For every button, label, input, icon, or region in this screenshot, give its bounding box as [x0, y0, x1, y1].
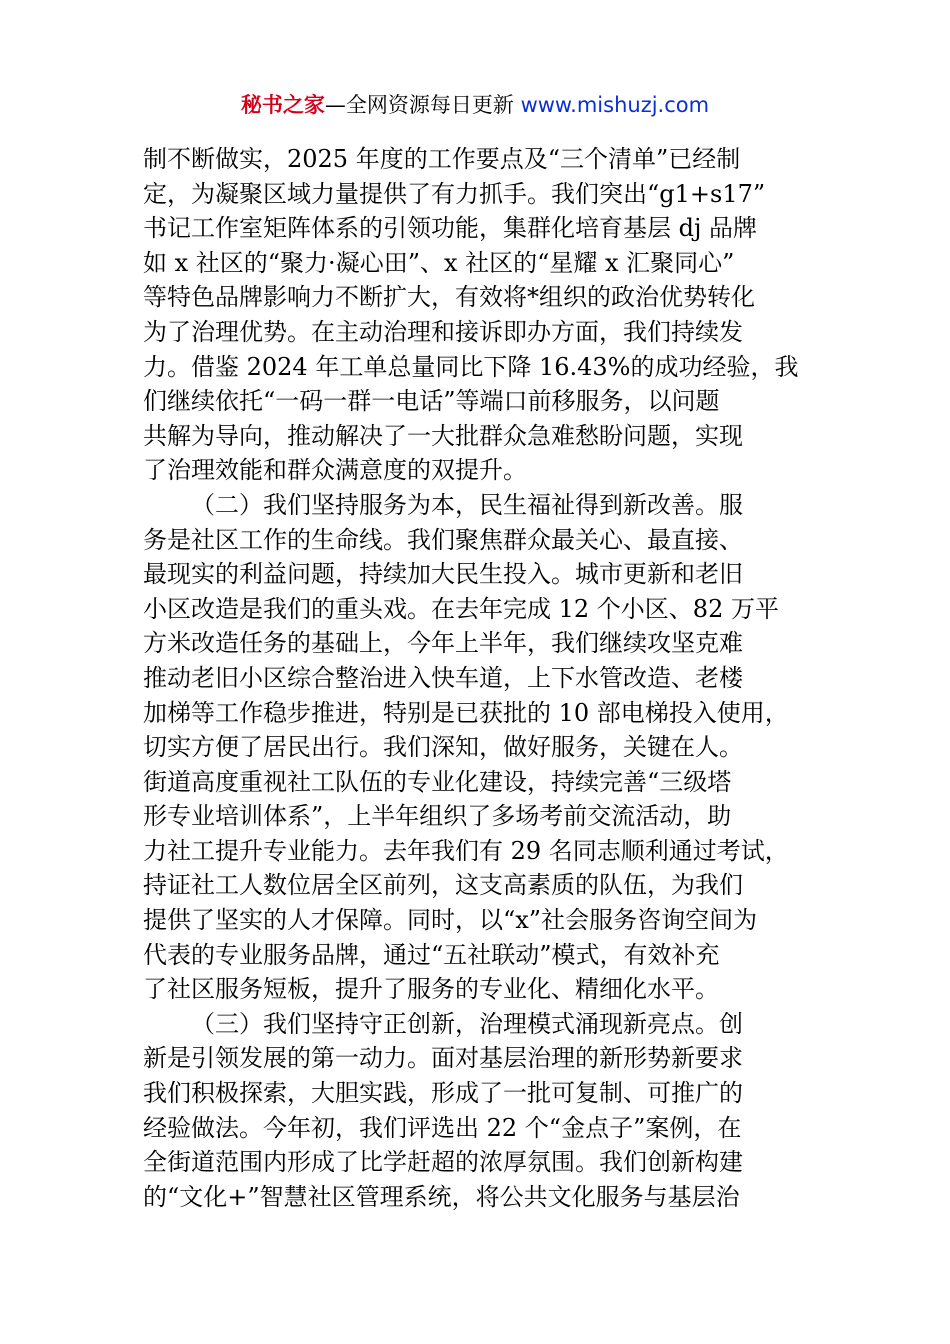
paragraph-heading-3: （三）我们坚持守正创新，治理模式涌现新亮点。创 — [191, 1009, 743, 1038]
text-line: 我们积极探索，大胆实践，形成了一批可复制、可推广的 — [143, 1079, 743, 1108]
text-line: 如 x 社区的“聚力·凝心田”、x 社区的“星耀 x 汇聚同心” — [143, 248, 735, 277]
text-line: 了治理效能和群众满意度的双提升。 — [143, 456, 527, 485]
text-line: 定，为凝聚区域力量提供了有力抓手。我们突出“g1+s17” — [143, 179, 766, 208]
text-line: 形专业培训体系”，上半年组织了多场考前交流活动，助 — [143, 802, 732, 831]
text-line: 持证社工人数位居全区前列，这支高素质的队伍，为我们 — [143, 871, 743, 900]
text-line: 共解为导向，推动解决了一大批群众急难愁盼问题，实现 — [143, 421, 743, 450]
text-line: 了社区服务短板，提升了服务的专业化、精细化水平。 — [143, 975, 719, 1004]
text-line: 最现实的利益问题，持续加大民生投入。城市更新和老旧 — [143, 560, 743, 589]
text-line: 经验做法。今年初，我们评选出 22 个“金点子”案例，在 — [143, 1113, 742, 1142]
site-tagline: —全网资源每日更新 — [324, 93, 514, 117]
text-line: 切实方便了居民出行。我们深知，做好服务，关键在人。 — [143, 733, 743, 762]
document-body — [143, 142, 823, 1214]
text-line: 制不断做实，2025 年度的工作要点及“三个清单”已经制 — [143, 145, 741, 173]
text-line: 推动老旧小区综合整治进入快车道，上下水管改造、老楼 — [143, 663, 743, 692]
site-url-link[interactable]: www.mishuzj.com — [520, 93, 710, 117]
text-line: 方米改造任务的基础上，今年上半年，我们继续攻坚克难 — [143, 629, 743, 658]
text-line: 代表的专业服务品牌，通过“五社联动”模式，有效补充 — [143, 940, 720, 969]
text-line: 的“文化+”智慧社区管理系统，将公共文化服务与基层治 — [143, 1182, 740, 1211]
text-line: 加梯等工作稳步推进，特别是已获批的 10 部电梯投入使用， — [143, 698, 789, 727]
site-brand: 秘书之家 — [240, 93, 325, 117]
text-line: 力。借鉴 2024 年工单总量同比下降 16.43%的成功经验，我 — [143, 352, 799, 381]
text-line: 务是社区工作的生命线。我们聚焦群众最关心、最直接、 — [143, 525, 743, 554]
text-line: 新是引领发展的第一动力。面对基层治理的新形势新要求 — [143, 1044, 743, 1073]
text-line: 街道高度重视社工队伍的专业化建设，持续完善“三级塔 — [143, 767, 732, 796]
paragraph-heading-2: （二）我们坚持服务为本，民生福祉得到新改善。服 — [191, 490, 743, 519]
text-line: 们继续依托“一码一群一电话”等端口前移服务，以问题 — [143, 387, 720, 416]
text-line: 为了治理优势。在主动治理和接诉即办方面，我们持续发 — [143, 317, 743, 346]
text-line: 力社工提升专业能力。去年我们有 29 名同志顺利通过考试， — [143, 836, 789, 865]
site-header — [0, 88, 950, 122]
text-line: 提供了坚实的人才保障。同时，以“x”社会服务咨询空间为 — [143, 906, 758, 935]
text-line: 书记工作室矩阵体系的引领功能，集群化培育基层 dj 品牌 — [143, 214, 758, 243]
text-line: 全街道范围内形成了比学赶超的浓厚氛围。我们创新构建 — [143, 1148, 743, 1177]
text-line: 等特色品牌影响力不断扩大，有效将*组织的政治优势转化 — [143, 283, 755, 312]
text-line: 小区改造是我们的重头戏。在去年完成 12 个小区、82 万平 — [143, 594, 779, 623]
